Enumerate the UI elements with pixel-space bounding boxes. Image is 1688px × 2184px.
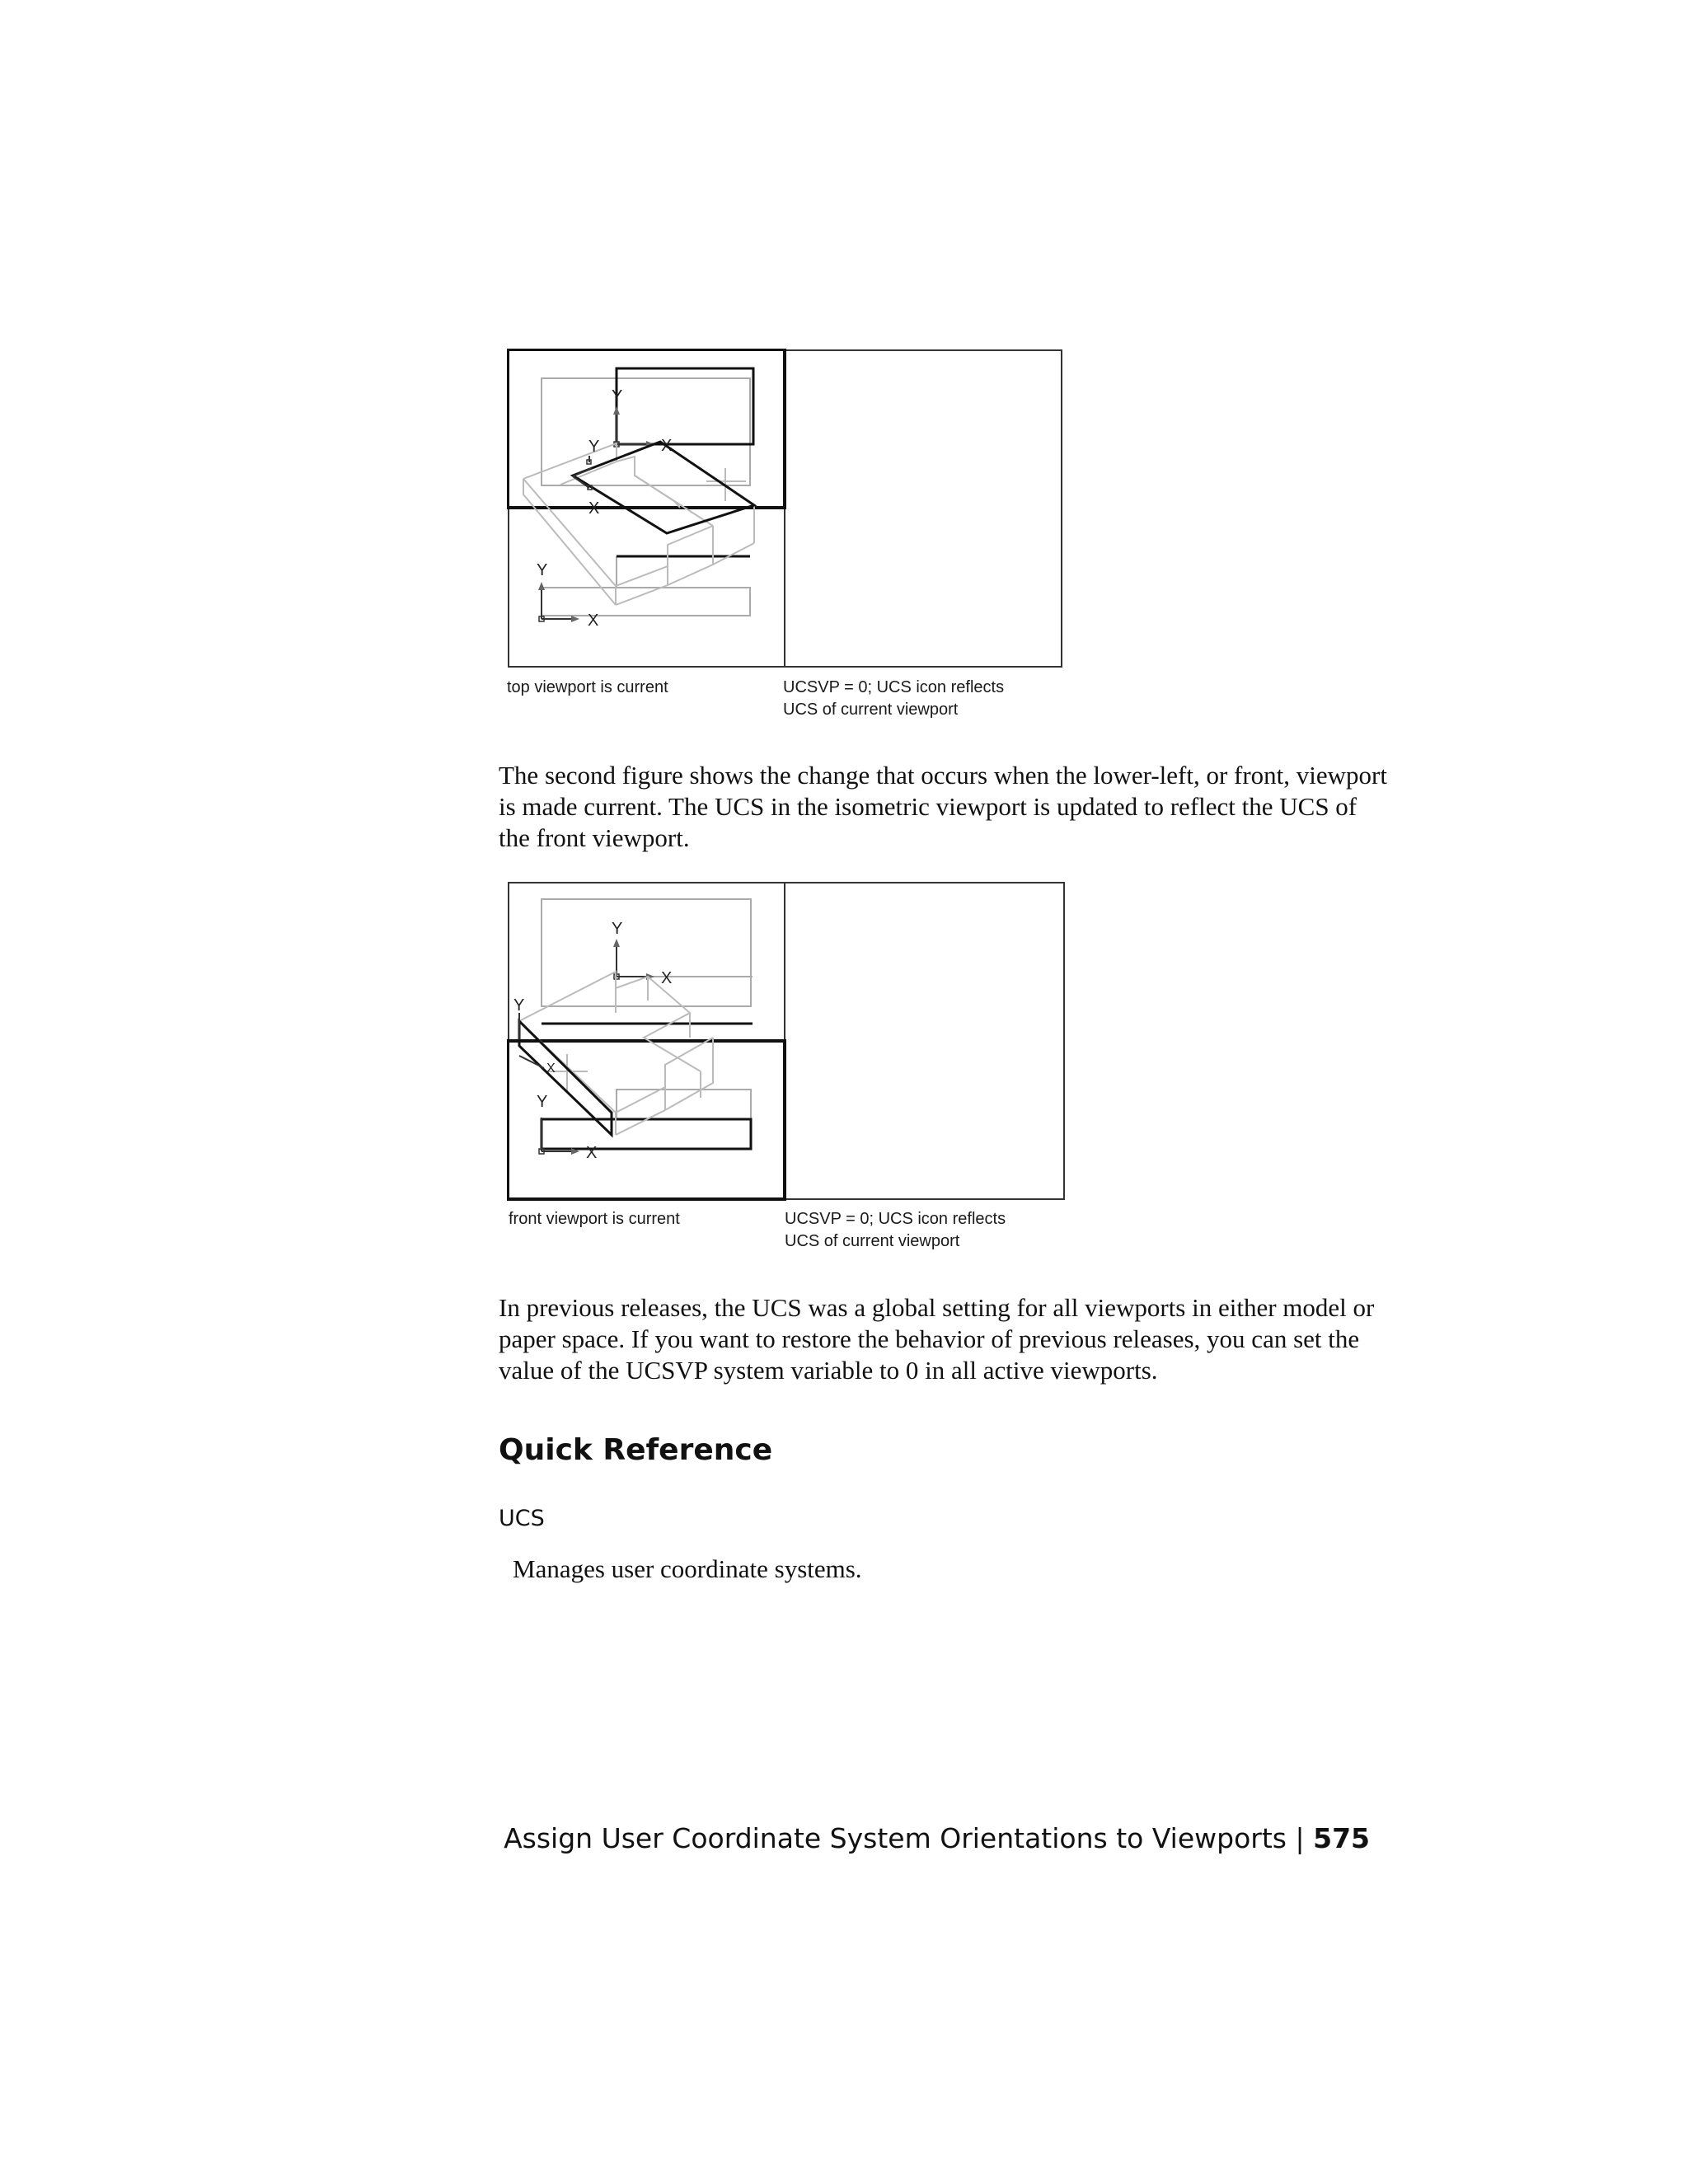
isometric-viewport — [523, 442, 754, 605]
quick-reference-heading: Quick Reference — [499, 1433, 773, 1467]
front-y-axis-label: Y — [537, 561, 548, 579]
page-footer — [504, 1822, 1370, 1854]
footer-separator: | — [1295, 1822, 1305, 1854]
top-x-axis-label: X — [661, 969, 673, 987]
top-viewport — [542, 899, 753, 1024]
figure-1-viewports — [507, 349, 1063, 670]
figure-1-caption-right-line-1: UCSVP = 0; UCS icon reflects — [783, 678, 1005, 696]
figure-2-caption-right — [785, 1208, 1006, 1253]
top-viewport — [542, 368, 753, 501]
page-number: 575 — [1313, 1822, 1370, 1854]
front-x-axis-label: X — [588, 612, 599, 630]
figure-2-caption-right-line-1: UCSVP = 0; UCS icon reflects — [785, 1210, 1006, 1228]
figure-1-caption-right-line-2: UCS of current viewport — [783, 701, 959, 719]
top-y-axis-label: Y — [612, 387, 623, 405]
footer-title: Assign User Coordinate System Orientations to Viewports — [504, 1822, 1287, 1854]
paragraph-previous-releases — [499, 1292, 1389, 1386]
figure-1-caption-left: top viewport is current — [507, 678, 668, 696]
figure-2-caption-left: front viewport is current — [509, 1210, 680, 1228]
ucs-command-description: Manages user coordinate systems. — [513, 1554, 862, 1583]
paragraph-1-text: The second figure shows the change that occurs when the lower-left, or front, viewport is made current. The UCS in the isometric viewport is updated to reflect the UCS of the front viewport. — [499, 761, 1387, 852]
ucs-command-link[interactable]: UCS — [499, 1506, 545, 1531]
figure-1-caption-right — [783, 677, 1004, 721]
top-x-axis-label: X — [661, 437, 673, 455]
front-y-axis-label: Y — [537, 1093, 548, 1111]
paragraph-2-text: In previous releases, the UCS was a global setting for all viewports in either model or paper space. If you want to restore the behavior of previous releases, you can set the value of the UCSVP system variable to 0 in all active viewports. — [499, 1293, 1375, 1385]
front-viewport — [537, 556, 750, 630]
front-x-axis-label: X — [586, 1144, 598, 1162]
iso-x-axis-label: X — [546, 1062, 556, 1076]
top-y-axis-label: Y — [612, 920, 623, 938]
figure-2-caption-right-line-2: UCS of current viewport — [785, 1232, 960, 1250]
iso-y-axis-label: Y — [513, 996, 525, 1015]
paragraph-front-viewport — [499, 760, 1389, 854]
figure-2-viewports — [507, 881, 1066, 1202]
iso-y-axis-label: Y — [588, 438, 600, 456]
iso-x-axis-label: X — [588, 499, 600, 518]
